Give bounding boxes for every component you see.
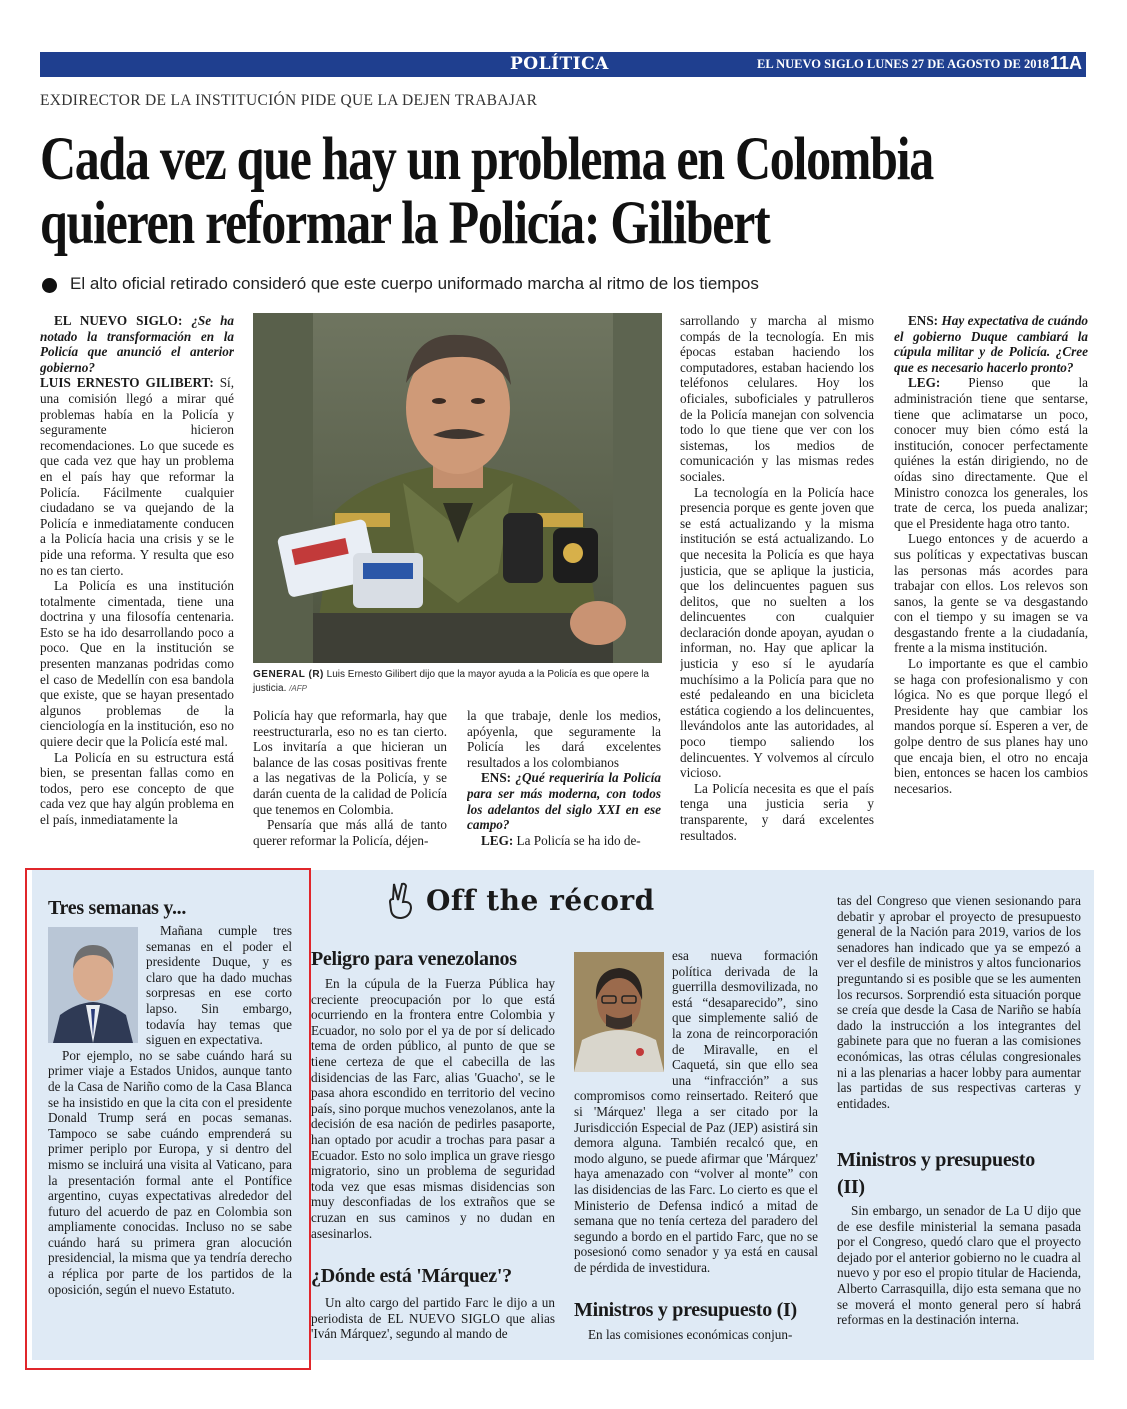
bullet-icon (42, 278, 57, 293)
paragraph: En la cúpula de la Fuerza Pública hay creciente preocupación por lo que está ocurriendo en la frontera entre Colombia y Ecuador, no solo por el ya de por sí delicado tema de orden público, al punto de que se tiene certeza de que el cabecilla de las disidencias de las Farc, alias 'Guacho', se le pasa ahora escondido en territorio del vecino país, sino porque muchos venezolanos, ante la decisión de esa nación de pedirles pasaporte, han optado por acudir a trochas para pasar a Ecuador. Esto no solo implica un grave riesgo migratorio, sino un problema de seguridad toda vez que esas mismas disidencias son muy desconfiadas de los extraños que se cruzan en sus caminos y no dudan en asesinarlos. (311, 976, 555, 1241)
answer-1: Sí, una comisión llegó a mirar qué problemas había en la Policía y seguramente hicieron recomendaciones. Lo que sucede es que cada vez que hay un problema en el país hay que reformar la Policía. Fácilmente cualquier ciudadano se va quejando de la Policía e inmediatamente conducen a la Policía hacia una crisis y se le pide una reforma. Y resulta que eso no es tan cierto. (40, 375, 234, 578)
section-label: POLÍTICA (510, 54, 609, 74)
photo-credit: /AFP (289, 684, 307, 693)
caption-label: GENERAL (R) (253, 669, 324, 680)
article-column-3 (467, 708, 661, 853)
interviewee-label: LUIS ERNESTO GILIBERT: (40, 375, 214, 391)
photo-spacer (574, 948, 672, 1074)
answer: La Policía se ha ido de- (516, 832, 641, 848)
off-the-record-title: Off the récord (426, 884, 655, 917)
ministros-i-text (574, 1327, 818, 1345)
photo-caption (253, 668, 662, 696)
paragraph: esa nueva formación política derivada de la guerrilla desmovilizada, no está “desaparecido”, sino que simplemente salió de la zona de reincorporación de Miravalle, en el Caquetá, sin que ello sea una “infracción” a sus compromisos como reinsertado. Reiteró que si 'Márquez' llega a ser citado por la Jurisdicción Especial de Paz (JEP) asistirá sin demora alguna. También recalcó que, en modo alguno, se puede afirmar que 'Márquez' haya amenazado con “volver al monte” con las disidencias de las Farc. Lo cierto es que el Ministerio de Defensa indicó a mitad de semana que no tenía certeza del paradero del segundo a bordo en el partido Farc, que no se posesionó como senador y ya está en causal de pérdida de investidura. (574, 948, 818, 1275)
peligro-heading: Peligro para venezolanos (311, 948, 517, 970)
paragraph: Por ejemplo, no se sabe cuándo hará su primer viaje a Estados Unidos, aunque tanto de la Casa de Nariño como de la Casa Blanca se ha insistido en que la cita con el presidente Donald Trump será en pocas semanas. Tampoco se sabe cuándo emprenderá su primer periplo por Europa, y si dentro del mismo se incluirá una visita al Vaticano, para la presentación formal ante el Pontífice argentino, cuyas expectativas alrededor del futuro del acuerdo de paz en Colombia son ampliamente conocidas. Incluso no se sabe cuándo hará su primera gran alocución presidencial, la misma que ya tendría derecho a réplica por parte de los partidos de la oposición, según el nuevo Estatuto. (48, 1047, 292, 1297)
paragraph: sarrollando y marcha al mismo compás de la tecnología. En mis épocas estaban haciendo los computadores, estaban haciendo los teléfonos celulares. Hoy los oficiales, suboficiales y patrulleros de la Policía manejan con solvencia todo lo que tiene que ver con los sistemas, los medios de comunicación y las mismas redes sociales. (680, 313, 874, 484)
marquez-text (311, 1295, 555, 1345)
paragraph: La tecnología en la Policía hace presencia porque es gente joven que se está actualizando y la misma institución se está actualizando. Lo que necesita la Policía es que haya justicia, que se aplique la justicia, que los delincuentes paguen sus delitos, que no suelten a los delincuentes con cualquier declaración donde apoyan, ayudan o informan, no. Hay que aplicar la justicia y eso sí le ayudaría muchísimo a la Policía para que no esté pedaleando en una bicicleta estática cogiendo a los delincuentes, llevándolos ante las autoridades, al poco tiempo saliendo los delincuentes. Y volvemos al círculo vicioso. (680, 484, 874, 781)
paragraph: Sin embargo, un senador de La U dijo que de ese desfile ministerial la semana pasada por el Congreso, quedó claro que el proyecto dejado por el anterior gobierno no le cuadra al nuevo y por eso el propio titular de Hacienda, Alberto Carrasquilla, dijo esta semana que no se moverá el monto general pero sí habrá reformas en la destinación interna. (837, 1203, 1081, 1328)
paragraph: la que trabaje, denle los medios, apóyenla, que seguramente la Policía les dará excelentes resultados a los colombianos (467, 708, 661, 770)
ministros-ii-text (837, 1203, 1081, 1343)
marquez-heading: ¿Dónde está 'Márquez'? (311, 1265, 512, 1287)
article-subhead: El alto oficial retirado consideró que este cuerpo uniformado marcha al ritmo de los tiempos (70, 274, 759, 293)
interviewer-label: EL NUEVO SIGLO: (54, 313, 183, 328)
ministros-ii-heading: Ministros y presupuesto (II) (837, 1149, 1035, 1198)
tres-semanas-heading: Tres semanas y... (48, 897, 187, 919)
peligro-text (311, 976, 555, 1259)
article-column-4 (680, 313, 874, 853)
paragraph: Luego entonces y de acuerdo a sus políticas y expectativas buscan las personas más acordes para trabajar con ellos. Los relevos son sanos, la gente se va desgastando con el tiempo y su imagen se va desgastando frente a la ciudadanía, frente a la misma institución. (894, 531, 1088, 656)
paragraph: La Policía en su estructura está bien, se presentan fallas como en todos, pero ese concepto de que cada vez que hay algún problema en el país, inmediatamente la (40, 749, 234, 827)
portrait-illustration (253, 313, 662, 663)
interviewer-label: ENS: (481, 770, 512, 786)
ministros-i-heading: Ministros y presupuesto (I) (574, 1299, 797, 1321)
publication-date: EL NUEVO SIGLO LUNES 27 DE AGOSTO DE 2018 (757, 57, 1049, 71)
marquez-continued-text (574, 948, 818, 1288)
question: Hay expectativa de cuándo el gobierno Duque cambiará la cúpula militar y de Policía. ¿Cree que es necesario hacerlo pronto? (894, 313, 1088, 375)
question-1: ¿Se ha notado la transformación en la Policía que anunció el anterior gobierno? (40, 313, 234, 375)
paragraph: La Policía es una institución totalmente cimentada, tiene una doctrina y una filosofía centenaria. Esto se ha ido desarrollando poco a poco. Que en la institución se presenten manzanas podridas como el caso de Medellín con esa bandola que existe, que se hayan presentado algunos problemas de la cienciología en la institución, eso no quiere decir que la Policía esté mal. (40, 578, 234, 750)
paragraph: Mañana cumple tres semanas en el poder el presidente Duque, y es claro que ha dado muchas sorpresas en ese corto lapso. Sin embargo, todavía hay temas que siguen en expectativa. (146, 923, 292, 1048)
highlight-frame (25, 868, 311, 1370)
paragraph: En las comisiones económicas conjun- (588, 1327, 793, 1342)
paragraph: Un alto cargo del partido Farc le dijo a un periodista de EL NUEVO SIGLO que alias 'Iván Márquez', segundo al mando de (311, 1295, 555, 1342)
headline-line-2: quieren reformar la Policía: Gilibert (40, 190, 770, 257)
article-column-1 (40, 313, 234, 853)
interviewer-label: ENS: (908, 313, 939, 328)
article-headline (40, 126, 933, 257)
headline-line-1: Cada vez que hay un problema en Colombia (40, 126, 933, 193)
paragraph: Policía hay que reformarla, hay que reestructurarla, eso no es tan cierto. Los invitaría a que hicieran un balance de las cosas positivas frente a las negativas de la Policía, y se darán cuenta de la calidad de Policía que tenemos en Colombia. (253, 708, 447, 817)
interviewee-label: LEG: (908, 375, 941, 391)
paragraph: Lo importante es que el cambio se haga con profesionalismo y con lógica. No es que porque llegó el Presidente hay que cambiar los mandos porque sí. Esperen a ver, de golpe dentro de sus planes hay uno que encaja bien, el otro no encaja bien, entonces se hacen los cambios necesarios. (894, 656, 1088, 796)
page-number: 11A (1050, 53, 1083, 73)
article-kicker: EXDIRECTOR DE LA INSTITUCIÓN PIDE QUE LA DEJEN TRABAJAR (40, 92, 538, 109)
paragraph: tas del Congreso que vienen sesionando para debatir y aprobar el proyecto de presupuesto general de la Nación para 2019, varios de los senadores han indicado que ya se empezó a ver el desfile de ministros y altos funcionarios preguntando si es posible que se les aumenten los recursos. Sorprendió esta situación porque se creía que desde la Casa de Nariño se había dado la instrucción a los integrantes del gabinete para que no fueran a las comisiones económicas, las otras células congresionales ni a las plenarias a hacer lobby para aumentar las partidas de sus respectivas carteras y entidades. (837, 893, 1081, 1111)
paragraph: Pensaría que más allá de tanto querer reformar la Policía, déjen- (253, 817, 447, 848)
question: ¿Qué requeriría la Policía para ser más moderna, con todos los adelantos del siglo XXI en ese campo? (467, 770, 661, 833)
article-column-2 (253, 708, 447, 853)
caption-text: Luis Ernesto Gilibert dijo que la mayor ayuda a la Policía es que opere la justicia. (253, 669, 650, 694)
paragraph: La Policía necesita es que el país tenga una justicia seria y transparente, y dará excelentes resultados. (680, 780, 874, 843)
article-column-5 (894, 313, 1088, 853)
ministros-i-continued-text (837, 893, 1081, 1138)
general-photo (253, 313, 662, 663)
interviewee-label: LEG: (481, 832, 514, 848)
victory-hand-icon (386, 882, 416, 920)
answer: Pienso que la administración tiene que sentarse, tiene que aclimatarse un poco, conocer muy bien cómo está la institución, conocer perfectamente quiénes la están dirigiendo, no de oídas sino directamente. Que el Ministro conozca los generales, los trate de cerca, los pueda analizar; que el Presidente haga otro tanto. (894, 375, 1088, 531)
